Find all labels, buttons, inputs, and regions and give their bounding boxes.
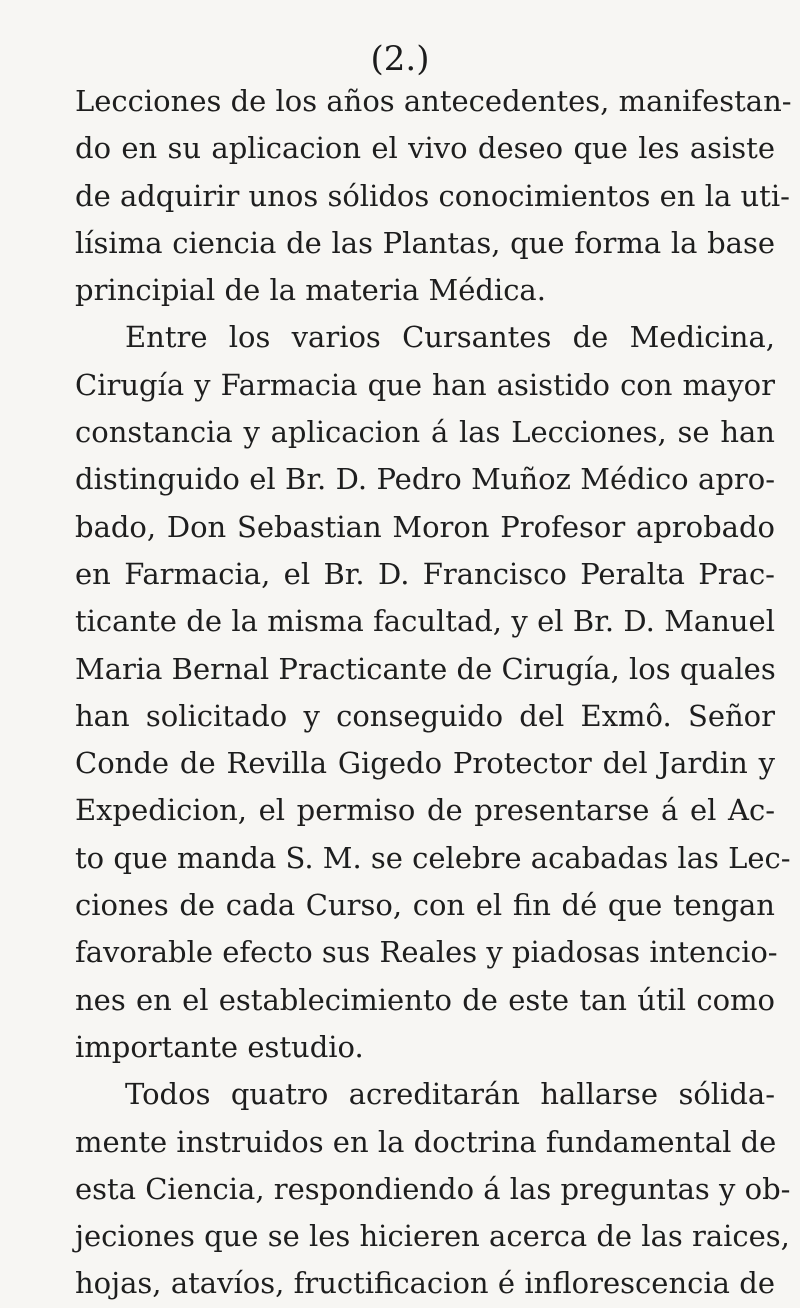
text-line: distinguido el Br. D. Pedro Muñoz Médico apro-: [75, 462, 775, 497]
text-line: mente instruidos en la doctrina fundamental de: [75, 1124, 777, 1159]
text-line: han solicitado y conseguido del Exmô. Señor: [75, 698, 775, 733]
text-line: do en su aplicacion el vivo deseo que les asiste: [75, 131, 775, 166]
text-line: Expedicion, el permiso de presentarse á el Ac-: [75, 793, 775, 828]
text-line: ticante de la misma facultad, y el Br. D. Manuel: [75, 604, 775, 639]
text-line: favorable efecto sus Reales y piadosas intencio-: [75, 935, 778, 970]
text-line: Cirugía y Farmacia que han asistido con mayor: [75, 367, 775, 402]
page-number: (2.): [370, 39, 430, 79]
text-line: de adquirir unos sólidos conocimientos en la uti-: [75, 178, 790, 213]
text-line: jeciones que se les hicieren acerca de las raices,: [75, 1219, 790, 1254]
text-line: principial de la materia Médica.: [75, 273, 546, 308]
text-line: lísima ciencia de las Plantas, que forma la base: [75, 225, 775, 260]
text-line: Entre los varios Cursantes de Medicina,: [125, 320, 775, 355]
text-line: ciones de cada Curso, con el fin dé que tengan: [75, 888, 775, 923]
text-line: importante estudio.: [75, 1029, 364, 1064]
text-line: en Farmacia, el Br. D. Francisco Peralta Prac-: [75, 556, 775, 591]
text-line: constancia y aplicacion á las Lecciones, se han: [75, 415, 775, 450]
text-line: to que manda S. M. se celebre acabadas las Lec-: [75, 840, 791, 875]
text-line: bado, Don Sebastian Moron Profesor aprobado: [75, 509, 775, 544]
text-line: esta Ciencia, respondiendo á las preguntas y ob-: [75, 1171, 791, 1206]
text-line: Todos quatro acreditarán hallarse sólida-: [125, 1077, 775, 1112]
text-line: Conde de Revilla Gigedo Protector del Jardin y: [75, 746, 775, 781]
text-line: Lecciones de los años antecedentes, manifestan-: [75, 84, 792, 118]
body-text: [75, 78, 792, 1308]
text-line: hojas, atavíos, fructificacion é inflorescencia de: [75, 1266, 775, 1301]
text-line: Maria Bernal Practicante de Cirugía, los quales: [75, 651, 776, 686]
text-line: nes en el establecimiento de este tan útil como: [75, 982, 775, 1017]
